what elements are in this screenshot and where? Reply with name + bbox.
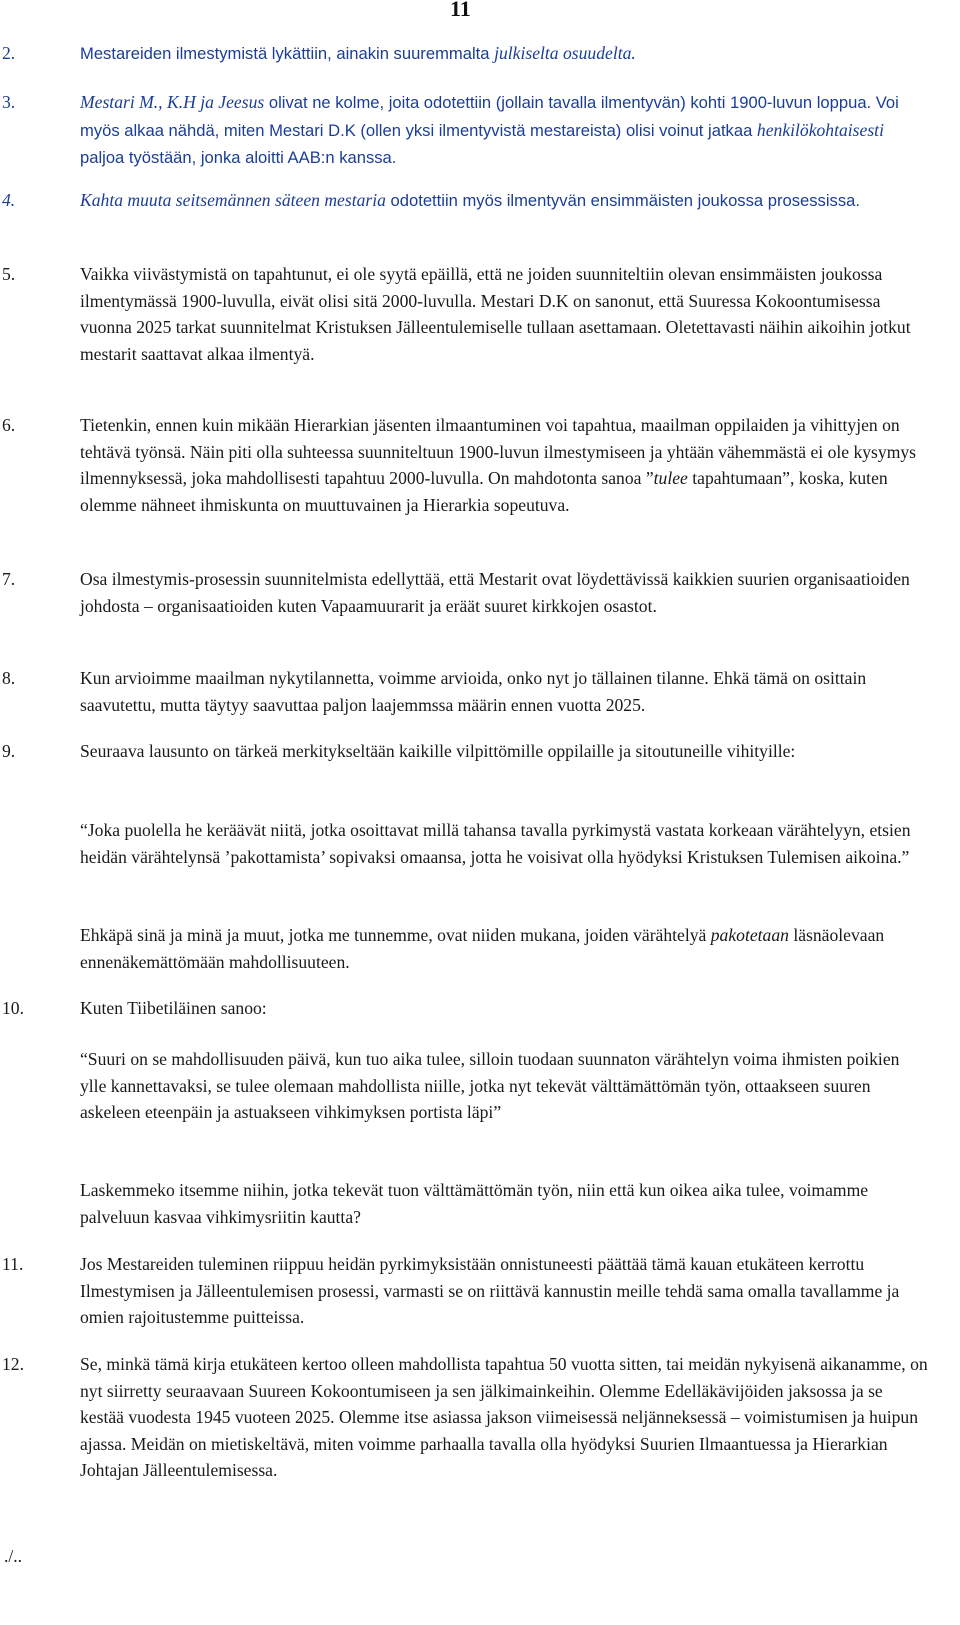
- item-text: Jos Mestareiden tuleminen riippuu heidän pyrkimyksistään onnistuneesti päättää tämä kauan etukäteen kerrottu Ilmestymisen ja Jälleentulemisen prosessi, varmasti se on riittävä kannustin meille tehdä sama omalla tavallamme ja omien rajoitustemme puitteissa.: [80, 1254, 900, 1327]
- item-text-italic: Kahta muuta seitsemännen säteen mestaria: [80, 190, 386, 210]
- item-text: Kun arvioimme maailman nykytilannetta, voimme arvioida, onko nyt jo tällainen tilanne. Ehkä tämä on osittain saavutettu, mutta täytyy saavuttaa paljon laajemmssa määrin ennen vuotta 2025.: [80, 668, 867, 715]
- item-text: [80, 89, 928, 172]
- item-text: Seuraava lausunto on tärkeä merkitykseltään kaikille vilpittömille oppilaille ja sitoutuneille vihityille:: [80, 741, 796, 761]
- item-number: 3.: [2, 92, 16, 112]
- item-text-part: paljoa työstään, jonka aloitti AAB:n kanssa.: [80, 148, 397, 167]
- page-number: 11: [450, 0, 471, 21]
- continuation-marker: ./..: [4, 1546, 23, 1566]
- item-text-part: tapahtumaan”, koska, kuten olemme nähneet ihmiskunta on muuttuvainen ja Hierarkia sopeutuva.: [80, 468, 888, 515]
- item-text: [80, 187, 928, 215]
- paragraph: Laskemmeko itsemme niihin, jotka tekevät tuon välttämättömän työn, niin että kun oikea aika tulee, voimamme palveluun kasvaa vihkimysriitin kautta?: [80, 1180, 869, 1227]
- item-text-italic: julkiselta osuudelta.: [494, 43, 636, 63]
- item-number: 6.: [2, 415, 16, 435]
- item-text-part: Tietenkin, ennen kuin mikään Hierarkian jäsenten ilmaantuminen voi tapahtua, maailman oppilaiden ja vihittyjen on tehtävä työnsä. Näin piti olla suhteessa suunniteltuun 1900-luvun ilmestymiseen ja yhtään vähemmästä ei ole kysymys ilmennyksessä, joka mahdollisesti tapahtuu 2000-luvulla. On mahdotonta sanoa ”: [80, 415, 917, 488]
- item-text-italic: henkilökohtaisesti: [756, 119, 884, 140]
- item-text-italic: Mestari M., K.H ja Jeesus: [80, 92, 265, 112]
- item-text-part: Mestareiden ilmestymistä lykättiin, ainakin suuremmalta: [80, 44, 495, 63]
- quote-block: “Suuri on se mahdollisuuden päivä, kun tuo aika tulee, silloin tuodaan suunnaton värähtelyn voima ihmisten poikien ylle kannettavaksi, se tulee olemaan mahdollista niille, jotka nyt tekevät välttämättömän työn, ottaakseen suuren askeleen eteenpäin ja astuakseen vihkimyksen portista läpi”: [80, 1049, 900, 1122]
- paragraph-italic: pakotetaan: [710, 925, 789, 945]
- item-number: 9.: [2, 741, 16, 761]
- item-text-part: olivat ne kolme, joita odotettiin (jollain tavalla ilmentyvän) kohti 1900-luvun loppua. Voi myös alkaa nähdä, miten Mestari D.K (ollen yksi ilmentyvistä mestareista) olisi voinut jatkaa: [80, 93, 899, 140]
- item-text: Osa ilmestymis-prosessin suunnitelmista edellyttää, että Mestarit ovat löydettävissä kaikkien suurien organisaatioiden johdosta – organisaatioiden kuten Vapaamuurarit ja eräät suuret kirkkojen osastot.: [80, 569, 910, 616]
- item-number: 5.: [2, 264, 16, 284]
- item-number: 4.: [2, 190, 16, 210]
- paragraph-part: Ehkäpä sinä ja minä ja muut, jotka me tunnemme, ovat niiden mukana, joiden värähtelyä: [80, 925, 711, 945]
- item-text: Vaikka viivästymistä on tapahtunut, ei ole syytä epäillä, että ne joiden suunniteltiin olevan ensimmäisten joukossa ilmentymässä 1900-luvulla, eivät olisi sitä 2000-luvulla. Mestari D.K on sanonut, että Suuressa Kokoontumisessa vuonna 2025 tarkat suunnitelmat Kristuksen Jälleentulemiselle tullaan asettamaan. Oletettavasti näihin aikoihin jotkut mestarit saattavat alkaa ilmentyä.: [80, 264, 911, 364]
- item-number: 2.: [2, 43, 16, 63]
- paragraph: [80, 922, 928, 975]
- item-number: 11.: [2, 1254, 24, 1274]
- item-number: 12.: [2, 1354, 24, 1374]
- item-text-italic: tulee: [653, 468, 688, 488]
- item-text: Kuten Tiibetiläinen sanoo:: [80, 998, 267, 1018]
- item-number: 7.: [2, 569, 16, 589]
- paragraph-part: läsnäolevaan ennenäkemättömään mahdollisuuteen.: [80, 925, 885, 972]
- item-number: 8.: [2, 668, 16, 688]
- quote-block: “Joka puolella he keräävät niitä, jotka osoittavat millä tahansa tavalla pyrkimystä vastata korkeaan värähtelyyn, etsien heidän värähtelynsä ’pakottamista’ sopivaksi omaansa, jotta he voisivat olla hyödyksi Kristuksen Tulemisen aikoina.”: [80, 820, 911, 867]
- item-number: 10.: [2, 998, 24, 1018]
- item-text: Se, minkä tämä kirja etukäteen kertoo olleen mahdollista tapahtua 50 vuotta sitten, tai meidän nykyisenä aikanamme, on nyt siirretty seuraavaan Suureen Kokoontumiseen ja sen jälkimainkeihin. Olemme Edelläkävijöiden jaksossa ja se kestää vuodesta 1945 vuoteen 2025. Olemme itse asiassa jakson viimeisessä neljänneksessä – voimistumisen ja huipun ajassa. Meidän on mietiskeltävä, miten voimme parhaalla tavalla olla hyödyksi Suurien Ilmaantuessa ja Hierarkian Johtajan Jälleentulemisessa.: [80, 1354, 928, 1480]
- item-text-part: odotettiin myös ilmentyvän ensimmäisten joukossa prosessissa.: [385, 191, 860, 210]
- item-text: [80, 40, 928, 68]
- item-text: [80, 412, 928, 518]
